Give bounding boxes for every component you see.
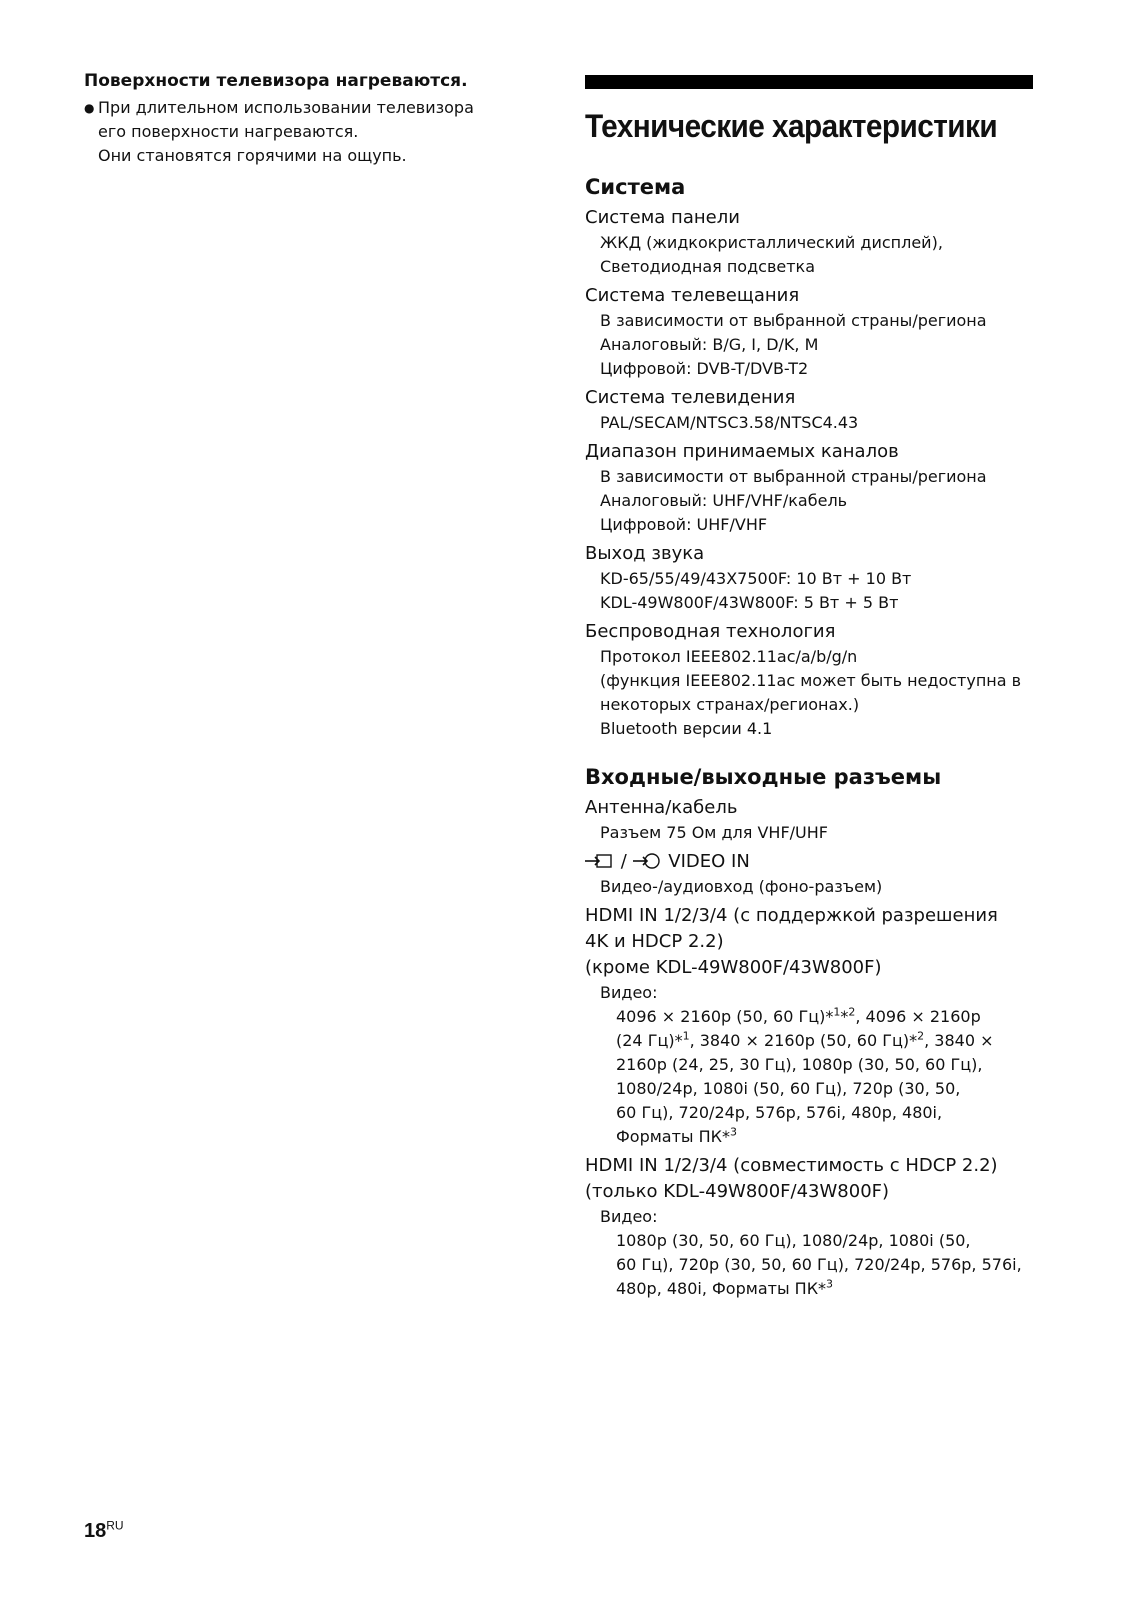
hdmi-4k-formats [585,1005,1035,1149]
warning-text [98,96,474,168]
right-column [585,75,1035,1301]
spec-label: (кроме KDL-49W800F/43W800F) [585,957,882,978]
spec-label: HDMI IN 1/2/3/4 (с поддержкой разрешения [585,905,998,926]
spec-label: 4K и HDCP 2.2) [585,931,724,952]
section-system-heading: Система [585,175,686,199]
format-line: 1080/24p, 1080i (50, 60 Гц), 720p (30, 50, [616,1079,961,1098]
format-line: 60 Гц), 720p (30, 50, 60 Гц), 720/24p, 576p, 576i, [616,1255,1022,1274]
spec-broadcast-system [585,283,1035,381]
spec-label: Выход звука [585,543,705,564]
format-line: 2160p (24, 25, 30 Гц), 1080p (30, 50, 60 Гц), [616,1055,983,1074]
spec-value: Цифровой: UHF/VHF [600,515,768,534]
input-icon [585,852,615,870]
title-rule [585,75,1033,89]
warning-bullet [84,96,524,168]
hdmi-hdcp-formats [585,1229,1035,1301]
spec-value: В зависимости от выбранной страны/региона [600,311,987,330]
av-input-icon [633,852,663,870]
spec-value: Аналоговый: B/G, I, D/K, M [600,335,819,354]
spec-color-system [585,385,1035,435]
format-line: 4096 × 2160p (50, 60 Гц)*$^1$*$^2$, 4096 × 2160p [616,1005,981,1026]
page-title: Технические характеристики [585,108,998,144]
spec-value: некоторых странах/регионах.) [600,695,860,714]
spec-label: Система телевещания [585,285,800,306]
warning-line: его поверхности нагреваются. [98,122,359,141]
spec-value: Протокол IEEE802.11ac/a/b/g/n [600,647,858,666]
spec-value: Видео-/аудиовход (фоно-разъем) [600,877,883,896]
spec-label: (только KDL-49W800F/43W800F) [585,1181,890,1202]
spec-label: Система телевидения [585,387,796,408]
spec-label: Беспроводная технология [585,621,836,642]
spec-wireless [585,619,1035,741]
spec-value: Светодиодная подсветка [600,257,816,276]
format-line: 60 Гц), 720/24p, 576p, 576i, 480p, 480i, [616,1103,943,1122]
warning-line: При длительном использовании телевизора [98,98,474,117]
spec-label: HDMI IN 1/2/3/4 (совместимость с HDCP 2.2) [585,1155,998,1176]
spec-value: Аналоговый: UHF/VHF/кабель [600,491,848,510]
spec-label [585,849,1035,875]
spec-value: (функция IEEE802.11ac может быть недоступна в [600,671,1022,690]
left-column [84,70,524,168]
spec-channel-coverage [585,439,1035,537]
video-in-label: VIDEO IN [668,851,750,872]
spec-value: Разъем 75 Ом для VHF/UHF [600,823,828,842]
format-line: (24 Гц)*$^1$, 3840 × 2160p (50, 60 Гц)*$^2$, 3840 × [616,1029,994,1050]
spec-panel-system [585,205,1035,279]
spec-value: Цифровой: DVB-T/DVB-T2 [600,359,809,378]
page-number: $18^{RU}$ [84,1518,124,1542]
spec-value: Видео: [600,1207,658,1226]
spec-value: KDL-49W800F/43W800F: 5 Вт + 5 Вт [600,593,899,612]
warning-line: Они становятся горячими на ощупь. [98,146,407,165]
spec-sound-output [585,541,1035,615]
spec-value: Видео: [600,983,658,1002]
spec-label: Система панели [585,207,740,228]
spec-value: ЖКД (жидкокристаллический дисплей), [600,233,943,252]
format-line: 1080p (30, 50, 60 Гц), 1080/24p, 1080i (50, [616,1231,971,1250]
spec-video-in [585,849,1035,899]
spec-hdmi-hdcp [585,1153,1035,1301]
icon-separator: / [620,851,627,872]
warning-title: Поверхности телевизора нагреваются. [84,71,468,91]
bullet-icon: ● [84,101,95,115]
spec-value: KD-65/55/49/43X7500F: 10 Вт + 10 Вт [600,569,912,588]
spec-label: Диапазон принимаемых каналов [585,441,899,462]
spec-value: В зависимости от выбранной страны/региона [600,467,987,486]
spec-value: PAL/SECAM/NTSC3.58/NTSC4.43 [600,413,859,432]
spec-antenna [585,795,1035,845]
format-line: 480p, 480i, Форматы ПК*$^3$ [616,1277,834,1298]
spec-hdmi-4k [585,903,1035,1149]
spec-value: Bluetooth версии 4.1 [600,719,773,738]
spec-label: Антенна/кабель [585,797,738,818]
section-io-heading: Входные/выходные разъемы [585,765,942,789]
format-line: Форматы ПК*$^3$ [616,1125,738,1146]
